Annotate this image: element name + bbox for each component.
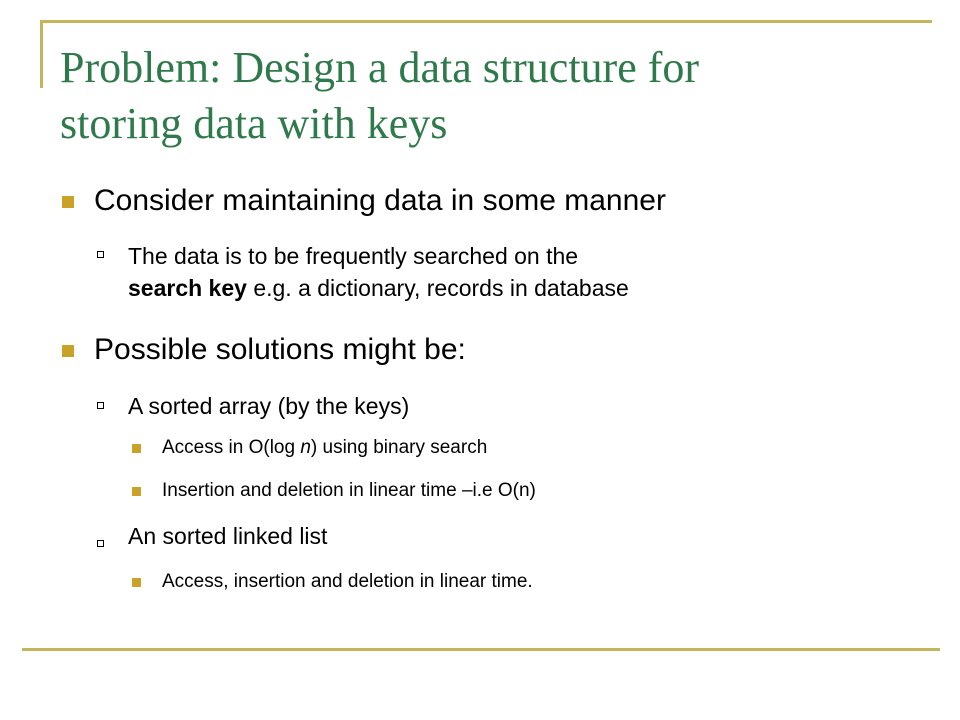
access-log-post: ) using binary search xyxy=(310,437,488,458)
square-bullet-icon xyxy=(62,196,74,208)
subbullet-search-rest: e.g. a dictionary, records in database xyxy=(246,275,629,301)
hollow-square-bullet-icon xyxy=(97,402,104,409)
subbullet-search-key xyxy=(128,240,908,304)
subbullet-search-line1: The data is to be frequently searched on the xyxy=(128,243,579,269)
subbullet-sorted-array: A sorted array (by the keys) xyxy=(128,393,410,419)
search-key-bold: search key xyxy=(128,275,247,301)
small-square-bullet-icon xyxy=(132,444,141,453)
small-square-bullet-icon xyxy=(132,578,141,587)
subsubbullet-access-log xyxy=(162,435,487,461)
access-log-n: n xyxy=(300,437,311,458)
subbullet-linked-list: An sorted linked list xyxy=(128,523,328,549)
subsubbullet-linked-list-ops: Access, insertion and deletion in linear time. xyxy=(162,571,533,592)
subsubbullet-insertion-array: Insertion and deletion in linear time –i.e O(n) xyxy=(162,480,536,501)
square-bullet-icon xyxy=(62,345,74,357)
small-square-bullet-icon xyxy=(132,487,141,496)
bullet-consider: Consider maintaining data in some manner xyxy=(94,184,666,217)
hollow-square-bullet-icon xyxy=(97,540,104,547)
bullet-possible-solutions: Possible solutions might be: xyxy=(94,333,466,366)
title-line-2: storing data with keys xyxy=(60,99,448,148)
access-log-pre: Access in O(log xyxy=(162,437,301,458)
hollow-square-bullet-icon xyxy=(97,251,104,258)
title-line-1: Problem: Design a data structure for xyxy=(60,43,700,92)
